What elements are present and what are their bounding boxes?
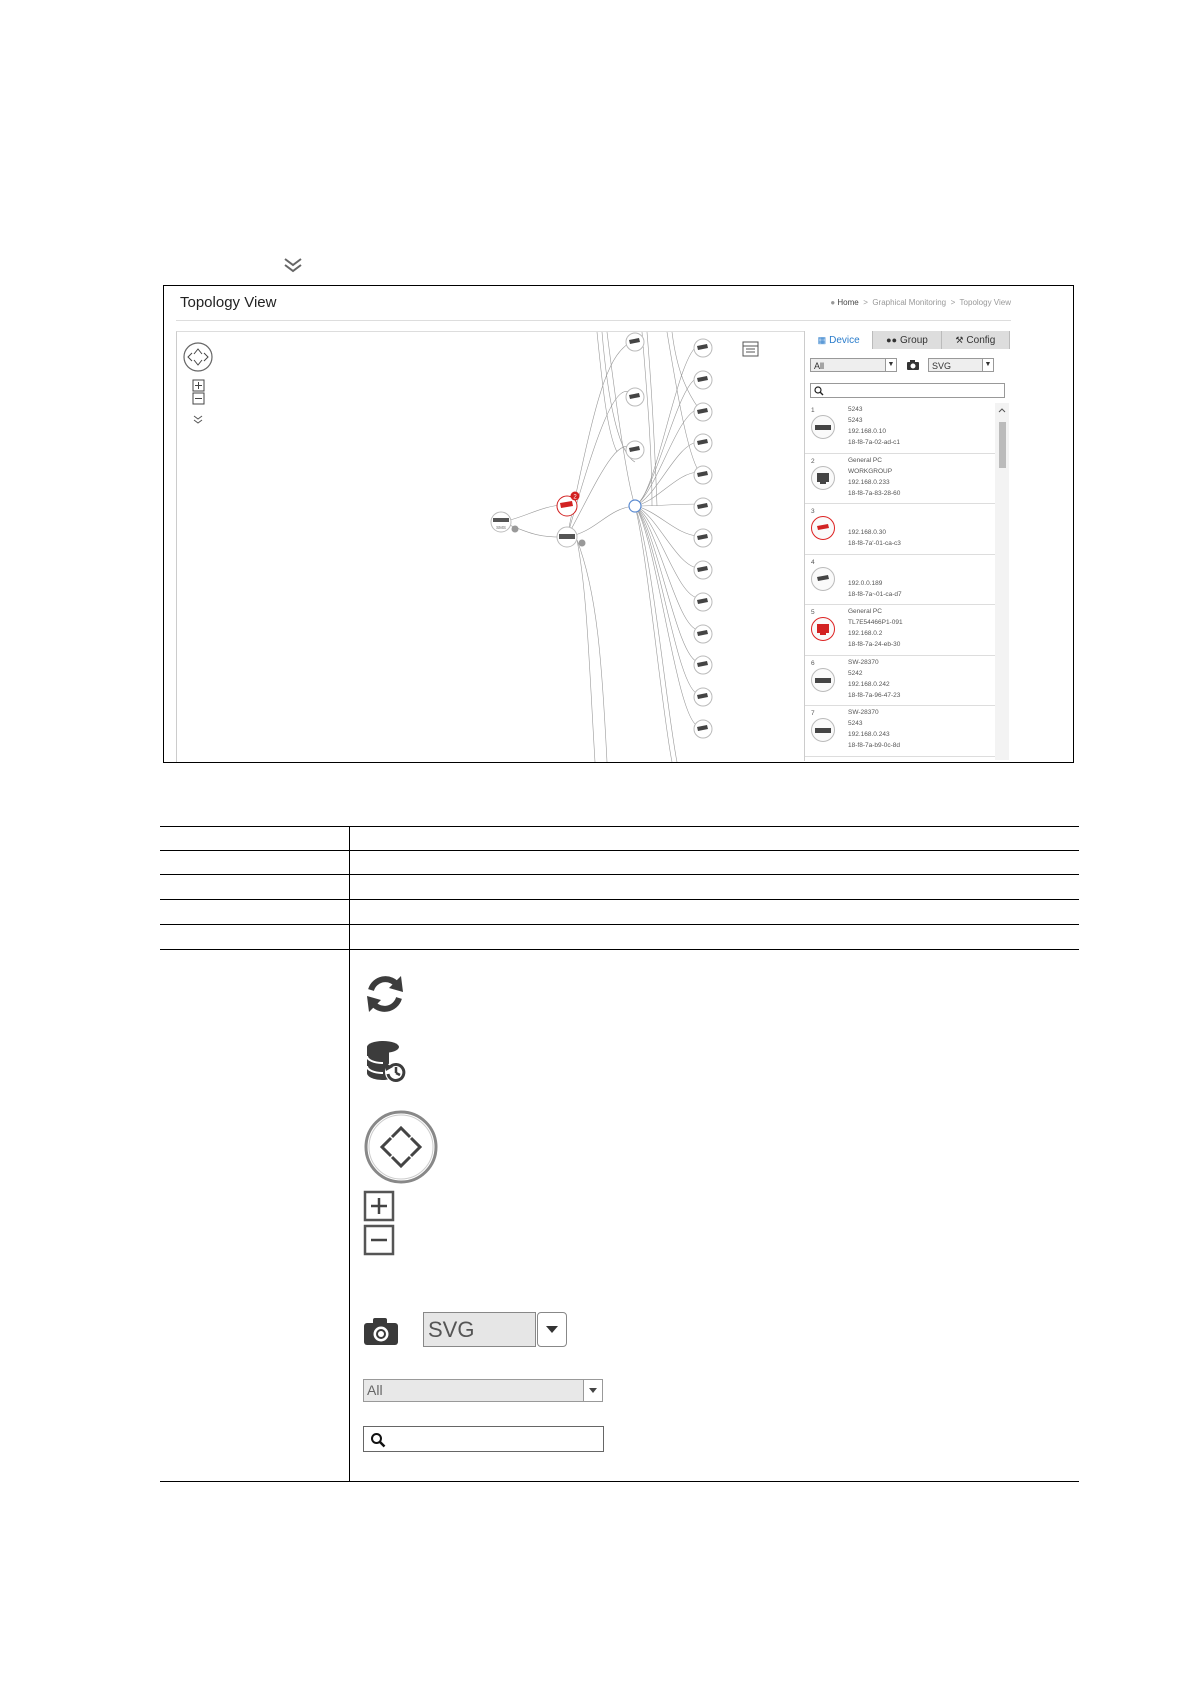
device-detail-line — [848, 505, 901, 516]
camera-node[interactable] — [694, 656, 712, 674]
device-detail-line: General PC — [848, 456, 882, 464]
device-detail-line: 192.168.0.30 — [848, 529, 886, 536]
camera-node[interactable] — [694, 529, 712, 547]
sms-node-label: SMS — [496, 525, 506, 530]
tab-config[interactable]: ⚒ Config — [942, 331, 1010, 349]
breadcrumb-home[interactable]: Home — [837, 298, 859, 307]
device-search-input[interactable] — [810, 383, 1005, 398]
pc-icon — [811, 466, 835, 490]
table-row — [160, 826, 1079, 851]
device-detail-line: 18-f8-7a-b9-0c-8d — [848, 742, 901, 749]
device-detail-line: 18-f8-7a'-01-ca-c3 — [848, 540, 901, 547]
device-detail-line: 5243 — [848, 720, 863, 727]
device-detail-line: General PC — [848, 608, 882, 615]
device-detail-line: 5243 — [848, 406, 863, 413]
device-detail-line: 192.168.0.242 — [848, 680, 890, 688]
device-detail-line: 192.168.0.243 — [848, 731, 890, 738]
device-filter-select[interactable]: All — [363, 1379, 603, 1402]
camera-node[interactable] — [694, 434, 712, 452]
wrench-icon: ⚒ — [955, 335, 964, 345]
home-icon: ● — [830, 298, 836, 307]
device-detail-line: 18-f8-7a~01-ca-d7 — [848, 590, 902, 598]
panel-tabs — [805, 331, 1010, 349]
zoom-out-icon[interactable] — [363, 1224, 395, 1256]
device-list-item[interactable] — [805, 454, 995, 505]
camera-node[interactable] — [694, 339, 712, 357]
device-detail-line: 18-f8-7a-96-47-23 — [848, 691, 901, 699]
filter-dropdown-button[interactable] — [583, 1380, 602, 1401]
sms-node[interactable] — [491, 512, 519, 533]
tab-group[interactable]: ●● Group — [873, 331, 941, 349]
device-index: 7 — [811, 710, 815, 717]
camera-icon[interactable] — [906, 359, 920, 371]
device-detail-line: 192.168.0.10 — [848, 428, 886, 435]
reference-table — [160, 826, 1079, 1482]
camera-node[interactable] — [626, 441, 644, 459]
camera-node[interactable] — [694, 371, 712, 389]
device-list-item[interactable] — [805, 605, 995, 656]
chevron-down-icon: ▼ — [982, 359, 993, 371]
search-icon — [814, 386, 824, 396]
device-detail-line — [848, 516, 901, 527]
device-detail-line: SW-28370 — [848, 658, 879, 666]
camera-icon — [811, 567, 835, 591]
device-detail-line: WORKGROUP — [848, 467, 893, 475]
table-row — [160, 900, 1079, 925]
device-details — [848, 606, 903, 650]
camera-node[interactable] — [694, 688, 712, 706]
camera-node[interactable] — [694, 625, 712, 643]
topology-links — [502, 332, 699, 762]
device-list-item[interactable] — [805, 403, 995, 454]
device-detail-line — [848, 567, 902, 578]
device-detail-line: TL7E54466P1-091 — [848, 619, 903, 626]
zoom-in-icon[interactable] — [363, 1190, 395, 1222]
alert-count: 2 — [573, 494, 577, 501]
search-icon — [370, 1432, 386, 1448]
export-format-select[interactable]: SVG ▼ — [928, 358, 994, 372]
group-icon: ●● — [886, 335, 898, 345]
hub-node[interactable] — [629, 500, 641, 512]
switch-node[interactable] — [557, 527, 586, 547]
device-index: 1 — [811, 407, 815, 414]
camera-node[interactable] — [694, 498, 712, 516]
camera-node[interactable] — [626, 388, 644, 406]
tab-device[interactable]: ▦ Device — [805, 331, 873, 349]
device-details — [848, 455, 900, 499]
device-details — [848, 657, 900, 701]
camera-icon[interactable] — [363, 1316, 399, 1346]
header-divider — [176, 320, 1011, 321]
table-row — [160, 925, 1079, 950]
chevron-down-icon — [546, 1326, 558, 1334]
zoom-in-icon[interactable] — [193, 380, 204, 391]
device-index: 4 — [811, 558, 815, 566]
list-icon[interactable] — [743, 342, 758, 356]
refresh-icon[interactable] — [363, 972, 407, 1016]
scrollbar-thumb[interactable] — [999, 422, 1006, 468]
device-index: 2 — [811, 457, 815, 465]
breadcrumb-graphical-monitoring[interactable]: Graphical Monitoring — [872, 298, 947, 307]
device-details — [848, 505, 901, 549]
table-row — [160, 851, 1079, 875]
camera-icon — [811, 516, 835, 540]
breadcrumb: ● Home > Graphical Monitoring > Topology View — [830, 298, 1011, 307]
device-detail-line: 192.168.0.2 — [848, 630, 883, 637]
device-list-scrollbar[interactable] — [995, 403, 1009, 760]
chevron-down-icon: ▼ — [885, 359, 896, 371]
device-detail-line: 192.168.0.233 — [848, 478, 890, 486]
device-list-item[interactable] — [805, 555, 995, 606]
device-index: 6 — [811, 659, 815, 667]
device-detail-line: 5243 — [848, 417, 863, 424]
table-row — [160, 875, 1079, 900]
device-list-item[interactable] — [805, 706, 995, 757]
device-detail-line: 18-f8-7a-83-28-60 — [848, 489, 901, 497]
device-detail-line: 18-f8-7a-24-eb-30 — [848, 641, 901, 648]
switch-icon — [811, 415, 835, 439]
expand-chevron-icon[interactable] — [283, 257, 303, 273]
export-format-select[interactable]: SVG — [423, 1312, 536, 1347]
switch-icon — [811, 668, 835, 692]
topology-view-screenshot — [163, 285, 1074, 763]
device-filter-select[interactable]: All ▼ — [810, 358, 897, 372]
camera-node[interactable] — [694, 593, 712, 611]
device-details — [848, 404, 900, 448]
device-index: 5 — [811, 609, 815, 616]
device-details — [848, 556, 902, 600]
export-format-dropdown-button[interactable] — [537, 1312, 567, 1347]
device-panel — [804, 331, 1010, 761]
device-detail-line — [848, 556, 902, 567]
chevron-down-icon — [589, 1388, 597, 1393]
breadcrumb-topology-view: Topology View — [959, 298, 1011, 307]
device-list-item[interactable] — [805, 656, 995, 707]
camera-node[interactable] — [694, 561, 712, 579]
pan-control-icon[interactable] — [184, 343, 212, 371]
camera-node[interactable] — [626, 333, 644, 351]
device-index: 3 — [811, 508, 815, 515]
camera-node[interactable] — [694, 466, 712, 484]
windows-icon: ▦ — [817, 335, 827, 345]
table-row-icons — [160, 950, 1079, 1482]
device-search-input[interactable] — [363, 1426, 604, 1452]
chevron-up-icon[interactable] — [998, 407, 1006, 413]
device-detail-line: SW-28370 — [848, 709, 879, 716]
device-detail-line: 192.0.0.189 — [848, 579, 883, 587]
camera-node[interactable] — [694, 403, 712, 421]
alert-camera-node[interactable] — [557, 492, 580, 517]
zoom-out-icon[interactable] — [193, 393, 204, 404]
pc-icon — [811, 617, 835, 641]
database-restore-icon[interactable] — [363, 1039, 411, 1087]
camera-node[interactable] — [694, 720, 712, 738]
switch-icon — [811, 718, 835, 742]
collapse-chevron-icon[interactable] — [194, 416, 202, 423]
pan-control-icon[interactable] — [363, 1109, 439, 1185]
page-title: Topology View — [180, 294, 277, 311]
device-list-item[interactable] — [805, 504, 995, 555]
device-detail-line: 18-f8-7a-02-ad-c1 — [848, 439, 901, 446]
device-list — [805, 403, 995, 760]
device-detail-line: 5242 — [848, 669, 863, 677]
device-details — [848, 707, 900, 751]
